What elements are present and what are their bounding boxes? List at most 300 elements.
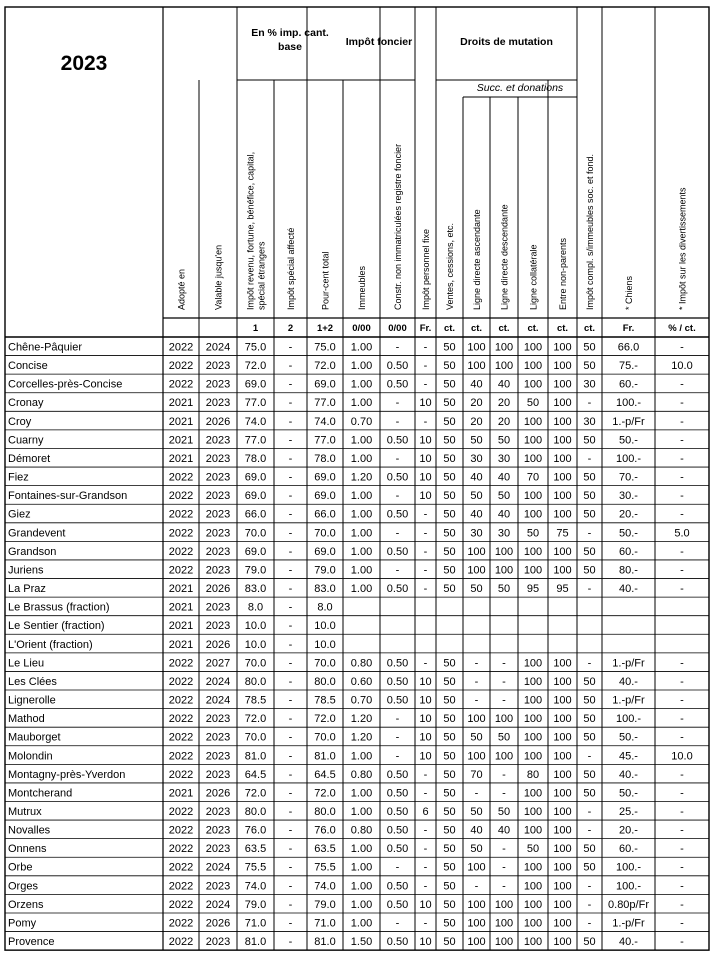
cell: - [680,675,684,688]
cell: 83.0 [244,583,267,596]
cell: - [395,861,400,874]
cell: 2026 [205,415,231,428]
cell: 69.0 [314,378,336,391]
cell: 40 [497,378,511,391]
cell: 0.50 [386,880,409,893]
cell: 100 [523,657,543,670]
cell: 100 [494,936,514,949]
cell: 2022 [168,694,194,707]
cell: 10 [419,898,432,911]
cell: 50 [583,545,596,558]
cell: 66.0 [314,508,336,521]
cell: 50 [497,490,511,503]
cell: 81.0 [314,936,336,949]
cell: 69.0 [244,378,267,391]
cell: 2022 [168,824,194,837]
cell: 100 [553,750,572,763]
year-title: 2023 [60,52,108,75]
cell: 100 [467,750,486,763]
cell: 2023 [205,750,231,763]
cell: 50 [583,360,596,373]
cell: 100 [523,341,543,354]
cell: 80 [526,768,540,781]
cell: 0.50 [386,787,409,800]
cell: 50 [470,583,483,596]
cell: 79.0 [244,898,267,911]
cell: - [502,675,506,688]
cell: 40 [470,378,483,391]
cell: - [587,806,592,818]
cell: - [680,508,684,521]
cell: 50 [470,434,483,447]
cell: 100 [553,936,572,949]
cell: - [288,452,293,465]
cell: 100 [553,768,572,781]
cell: 50 [583,843,596,856]
cell: 2022 [168,861,194,874]
cell: 2023 [205,880,231,893]
commune-name: Lignerolle [8,694,56,707]
cell: - [680,843,684,856]
cell: 2023 [205,452,231,465]
cell: 50.- [619,434,638,447]
cell: 50 [443,731,456,744]
cell: 20 [470,415,483,428]
cell: 50 [443,806,456,818]
commune-name: Le Sentier (fraction) [8,620,105,633]
cell: - [423,341,428,354]
cell: 60.- [619,545,638,558]
cell: 2023 [205,564,231,577]
cell: 1.00 [350,508,373,521]
commune-name: Molondin [8,750,53,763]
cell: 1.00 [350,434,373,447]
cell: 100 [523,434,543,447]
column-label-11: Ligne directe descendante [499,204,510,310]
cell: - [680,713,684,726]
cell: 100 [523,713,543,726]
cell: 40 [470,471,483,484]
cell: - [502,768,506,781]
cell: 100.- [615,861,642,874]
cell: - [288,397,293,410]
cell: 100 [467,861,486,874]
cell: - [288,713,293,726]
cell: 50 [443,824,456,837]
cell: 75.5 [244,861,267,874]
cell: 2022 [168,564,194,577]
cell: 2021 [168,638,194,651]
cell: 100 [523,564,543,577]
cell: 2022 [168,880,194,893]
cell: 2022 [168,527,194,540]
cell: 30 [583,378,596,391]
cell: - [474,675,479,688]
cell: 50 [583,936,596,949]
cell: 10.0 [671,360,693,373]
cell: 72.0 [244,713,267,726]
cell: 2022 [168,731,194,744]
cell: 50 [470,806,483,818]
unit-4: 2 [287,323,294,334]
cell: 1.00 [350,843,373,856]
column-label-13: Entre non-parents [558,237,568,310]
cell: 50 [443,452,456,465]
cell: 1.00 [350,806,373,818]
cell: - [288,750,293,763]
group-succ-donations: Succ. et donations [476,82,564,94]
cell: 20.- [619,508,638,521]
cell: 100 [523,731,543,744]
cell: 50 [470,490,483,503]
cell: 50 [443,675,456,688]
cell: 72.0 [244,787,267,800]
cell: 1.-p/Fr [612,917,645,930]
column-label-1: Adopté en [176,268,187,310]
cell: 100 [467,564,486,577]
cell: 1.00 [350,341,373,354]
cell: 0.50 [386,545,409,558]
cell: - [680,545,684,558]
cell: 2023 [205,843,231,856]
commune-name: Corcelles-près-Concise [8,378,123,391]
cell: - [680,415,684,428]
cell: - [680,490,684,503]
commune-name: La Praz [8,583,46,596]
cell: 50 [583,564,596,577]
cell: 100 [523,898,543,911]
cell: 30 [497,527,511,540]
cell: 66.0 [617,341,640,354]
cell: - [502,694,506,707]
cell: 100 [553,397,572,410]
cell: 40.- [619,583,638,596]
cell: 50 [443,545,456,558]
cell: 80.0 [244,675,267,688]
cell: 50 [443,471,456,484]
cell: - [423,545,428,558]
cell: - [502,880,506,893]
cell: 30 [470,527,483,540]
cell: - [680,657,684,670]
cell: 50 [497,434,511,447]
cell: - [288,471,293,484]
cell: 2024 [205,341,231,354]
commune-name: Provence [8,936,55,949]
cell: 10.0 [314,638,336,651]
cell: 0.50 [386,768,409,781]
cell: - [680,806,684,818]
cell: 78.0 [314,452,336,465]
cell: 1.00 [350,861,373,874]
cell: 2023 [205,397,231,410]
cell: - [288,638,293,651]
column-label-10: Ligne directe ascendante [472,209,482,310]
cell: 100 [494,360,514,373]
cell: 0.50 [386,936,409,949]
cell: 1.00 [350,898,373,911]
cell: 75 [556,527,569,540]
cell: 50 [443,527,456,540]
cell: 50 [497,731,511,744]
cell: 72.0 [314,360,336,373]
commune-name: Mathod [8,713,45,726]
cell: - [587,750,592,763]
cell: 2022 [168,936,194,949]
cell: 50 [583,675,596,688]
unit-13: ct. [556,323,569,334]
cell: 50 [443,360,456,373]
column-label-3: Impôt revenu, fortune, bénéfice, capital, [245,151,256,310]
cell: 2027 [205,657,231,670]
cell: 100.- [615,397,642,410]
commune-name: Orbe [8,861,33,874]
cell: 1.-p/Fr [612,415,645,428]
cell: 0.80 [350,657,373,670]
cell: 50 [443,880,456,893]
cell: 1.20 [350,471,373,484]
cell: 2024 [205,898,231,911]
cell: 72.0 [314,787,336,800]
cell: 100 [494,545,514,558]
cell: 40 [497,471,511,484]
commune-name: Juriens [8,564,44,577]
cell: 30 [470,452,483,465]
cell: 100 [467,341,486,354]
cell: - [423,657,428,670]
cell: 80.0 [244,806,267,818]
cell: 95 [556,583,569,596]
cell: 50 [470,731,483,744]
cell: 100 [553,917,572,930]
cell: 78.0 [244,452,267,465]
cell: 69.0 [244,490,267,503]
cell: 100 [523,490,543,503]
unit-12: ct. [527,323,539,334]
cell: 50 [583,434,596,447]
column-label-2: Valable jusqu'en [213,244,224,310]
commune-name: Mauborget [8,731,61,744]
cell: 10.0 [244,638,267,651]
cell: 60.- [619,843,638,856]
cell: - [288,620,293,633]
cell: 50 [443,564,456,577]
cell: 2022 [168,713,194,726]
cell: 2021 [168,452,194,465]
cell: 79.0 [244,564,267,577]
cell: 2021 [168,583,194,596]
commune-name: Orzens [8,898,44,911]
cell: - [423,564,428,577]
cell: 79.0 [314,564,336,577]
cell: - [423,917,428,930]
cell: 50 [583,471,596,484]
commune-name: Fontaines-sur-Grandson [8,490,128,503]
cell: 40.- [619,768,638,781]
cell: 1.20 [350,731,373,744]
cell: 100 [523,806,543,818]
cell: 100 [553,434,572,447]
cell: 100 [553,564,572,577]
unit-16: % / ct. [668,323,696,334]
cell: 70.0 [244,657,267,670]
column-label-16: * Impôt sur les divertissements [677,187,688,310]
cell: 2023 [205,731,231,744]
cell: 2021 [168,415,194,428]
cell: 72.0 [314,713,336,726]
cell: 2026 [205,638,231,651]
cell: 77.0 [314,434,336,447]
cell: - [423,415,428,428]
cell: 64.5 [244,768,267,781]
cell: 0.50 [386,694,409,707]
cell: 76.0 [244,824,267,837]
cell: 10.0 [244,620,267,633]
cell: - [680,694,684,707]
cell: - [423,768,428,781]
column-label-6: Immeubles [357,265,367,310]
cell: 100 [553,415,572,428]
cell: 20 [497,415,511,428]
cell: 77.0 [314,397,336,410]
cell: 74.0 [314,880,336,893]
cell: 74.0 [244,880,267,893]
cell: - [288,434,293,447]
cell: 100 [523,378,543,391]
cell: 60.- [619,378,638,391]
cell: - [587,657,592,670]
cell: 70.0 [314,657,336,670]
cell: 70.0 [314,731,336,744]
cell: 2022 [168,843,194,856]
cell: - [288,657,293,670]
cell: 66.0 [244,508,267,521]
cell: - [395,397,400,410]
cell: 79.0 [314,898,336,911]
cell: 81.0 [244,750,267,763]
cell: 100 [553,378,572,391]
cell: 50 [583,787,596,800]
cell: - [680,768,684,781]
cell: 2022 [168,898,194,911]
cell: 10 [419,936,432,949]
cell: - [502,861,506,874]
cell: 2022 [168,341,194,354]
cell: 100 [494,341,514,354]
cell: - [680,434,684,447]
cell: - [680,880,684,893]
cell: 69.0 [244,545,267,558]
cell: 25.- [619,806,638,818]
column-label-8: Impôt personnel fixe [421,228,431,310]
cell: 80.- [619,564,638,577]
cell: 74.0 [244,415,267,428]
cell: 75.0 [314,341,336,354]
cell: - [587,583,592,596]
cell: 10 [419,750,432,763]
cell: 100 [494,898,514,911]
cell: 81.0 [244,936,267,949]
cell: 2024 [205,675,231,688]
cell: 50 [443,490,456,503]
cell: 2021 [168,601,194,614]
cell: - [288,508,293,521]
cell: 2023 [205,508,231,521]
cell: 100 [553,843,572,856]
cell: - [288,545,293,558]
cell: 0.50 [386,806,409,818]
cell: - [288,341,293,354]
cell: 10 [419,471,432,484]
cell: 50 [497,806,511,818]
unit-10: ct. [470,323,483,334]
cell: 1.00 [350,397,373,410]
cell: 20.- [619,824,638,837]
cell: 70.- [619,471,638,484]
cell: 0.50 [386,843,409,856]
commune-name: Chêne-Pâquier [8,341,82,354]
cell: - [423,378,428,391]
cell: 70.0 [314,527,336,540]
cell: 100 [523,750,543,763]
cell: 50 [583,713,596,726]
commune-name: Montcherand [8,787,73,800]
cell: 1.00 [350,452,373,465]
cell: - [680,452,684,465]
cell: 81.0 [314,750,336,763]
cell: 0.50 [386,508,409,521]
cell: - [680,564,684,577]
cell: 70.0 [244,527,267,540]
cell: - [680,378,684,391]
group-impot-cant-base: base [278,41,302,53]
cell: - [587,452,592,465]
cell: - [587,824,592,837]
group-impot-foncier: Impôt foncier [345,36,413,48]
cell: 50 [443,713,456,726]
cell: 0.50 [386,378,409,391]
cell: 10 [419,397,432,410]
commune-name: Cronay [8,397,44,410]
cell: 10.0 [671,750,693,763]
cell: 100 [523,360,543,373]
cell: 2021 [168,397,194,410]
cell: - [423,508,428,521]
cell: - [288,415,293,428]
cell: - [423,583,428,596]
cell: 100 [467,360,486,373]
cell: - [288,527,293,540]
cell: 50.- [619,731,638,744]
cell: - [288,861,293,874]
cell: 50 [443,917,456,930]
cell: 50 [443,898,456,911]
cell: 50 [443,843,456,856]
cell: 20 [497,397,511,410]
cell: 75.0 [244,341,267,354]
cell: 2022 [168,471,194,484]
commune-name: Onnens [8,843,47,856]
cell: 10 [419,434,432,447]
cell: 0.50 [386,824,409,837]
cell: 100 [553,657,572,670]
cell: 0.50 [386,434,409,447]
cell: 10 [419,694,432,707]
cell: 10.0 [314,620,336,633]
cell: 2023 [205,490,231,503]
cell: 2023 [205,378,231,391]
cell: - [423,824,428,837]
